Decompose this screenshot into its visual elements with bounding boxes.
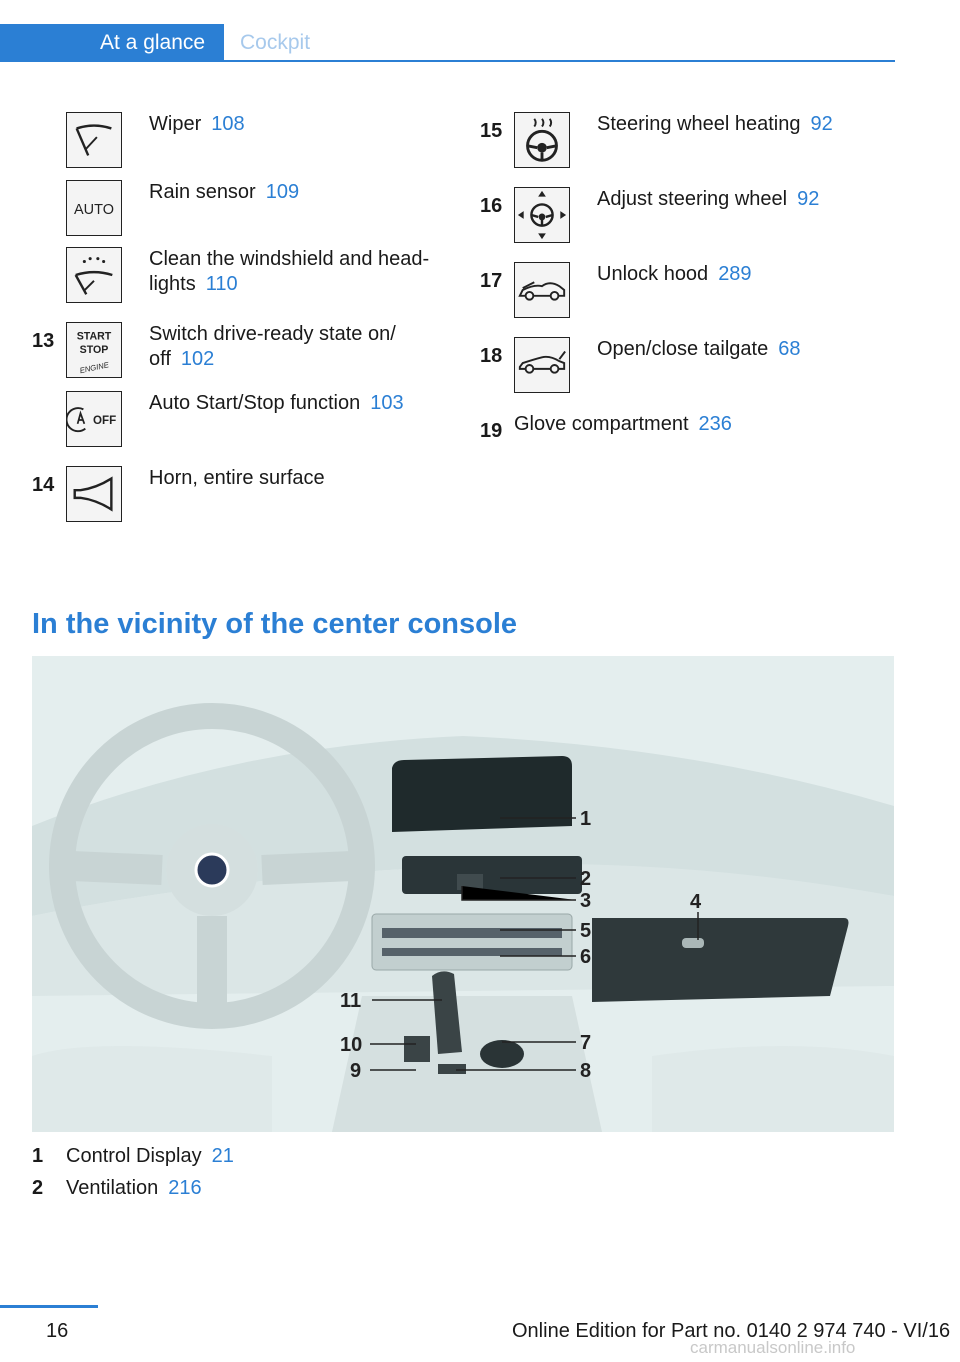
callout-11: 11	[340, 990, 362, 1012]
watermark: carmanualsonline.info	[690, 1338, 856, 1357]
callout-7: 7	[580, 1032, 592, 1054]
callout-8: 8	[580, 1060, 592, 1082]
list-item	[32, 247, 452, 303]
horn-icon	[66, 466, 122, 522]
callout-2: 2	[580, 868, 592, 890]
item-label: Switch drive-ready state on/ off 102	[149, 323, 396, 370]
item-label: Glove compartment 236	[514, 413, 732, 435]
windshield-washer-icon	[66, 247, 122, 303]
auto-rain-sensor-icon	[66, 180, 122, 236]
page-ref-link[interactable]: 236	[698, 413, 732, 435]
list-item: 15 Steering wheel heating 92	[480, 112, 900, 168]
page-ref-link[interactable]: 109	[265, 181, 300, 203]
page-ref-link[interactable]: 103	[370, 392, 404, 414]
callout-1: 1	[580, 808, 592, 830]
item-label: Clean the windshield and head- lights 110	[149, 248, 430, 295]
svg-text:STOP: STOP	[79, 343, 109, 356]
list-item: 14 Horn, entire surface	[32, 466, 452, 522]
page-ref-link[interactable]: 108	[211, 113, 245, 135]
tab-cockpit[interactable]: Cockpit	[240, 31, 311, 54]
callout-3: 3	[580, 890, 592, 912]
item-label: Horn, entire surface	[149, 467, 325, 489]
unlock-hood-icon	[514, 262, 570, 318]
edition-text: Online Edition for Part no. 0140 2 974 740 - VI/16	[512, 1320, 951, 1342]
page-ref-link[interactable]: 68	[778, 338, 801, 360]
svg-text:AUTO: AUTO	[74, 201, 114, 218]
item-label: Adjust steering wheel 92	[597, 188, 820, 210]
svg-text:OFF: OFF	[93, 414, 117, 427]
auto-start-stop-off-icon	[66, 391, 122, 447]
svg-text:START: START	[76, 330, 112, 343]
item-label: Auto Start/Stop function 103	[149, 392, 404, 414]
section-title: In the vicinity of the center console	[32, 608, 518, 640]
start-stop-engine-icon	[66, 322, 122, 378]
list-item	[32, 391, 452, 447]
callout-6: 6	[580, 946, 592, 968]
item-label: Steering wheel heating 92	[597, 113, 833, 135]
list-item: 19 Glove compartment 236	[480, 412, 900, 468]
item-label: Wiper 108	[149, 113, 245, 135]
wiper-icon	[66, 112, 122, 168]
page-ref-link[interactable]: 102	[180, 348, 215, 370]
list-item: 18 Open/close tailgate 68	[480, 337, 900, 393]
page-ref-link[interactable]: 92	[810, 113, 833, 135]
callout-9: 9	[350, 1060, 362, 1082]
item-label: Rain sensor 109	[149, 181, 300, 203]
tab-at-a-glance[interactable]: At a glance	[0, 24, 224, 62]
svg-text:ENGINE: ENGINE	[78, 360, 110, 376]
item-label: Open/close tailgate 68	[597, 338, 801, 360]
footer-divider	[0, 1305, 98, 1308]
center-console-image	[32, 656, 894, 1132]
callout-5: 5	[580, 920, 592, 942]
page-ref-link[interactable]: 289	[718, 263, 752, 285]
callout-10: 10	[340, 1034, 363, 1056]
list-item: 16 Adjust steering wheel 92	[480, 187, 900, 243]
page-ref-link[interactable]: 216	[168, 1177, 202, 1199]
tailgate-icon	[514, 337, 570, 393]
header-tabbar	[0, 24, 895, 62]
list-item	[32, 180, 452, 236]
page-ref-link[interactable]: 92	[797, 188, 820, 210]
list-item: 13 START STOP ENGINE Switch drive-ready state on/ off 102	[32, 322, 452, 378]
adjust-steering-wheel-icon	[514, 187, 570, 243]
item-label: Unlock hood 289	[597, 263, 752, 285]
list-item: 17 Unlock hood 289	[480, 262, 900, 318]
page-number: 16	[46, 1320, 69, 1342]
steering-wheel-heating-icon	[514, 112, 570, 168]
list-item	[32, 112, 452, 168]
page-ref-link[interactable]: 110	[205, 273, 238, 295]
page-ref-link[interactable]: 21	[211, 1145, 234, 1167]
callout-4: 4	[690, 891, 702, 913]
